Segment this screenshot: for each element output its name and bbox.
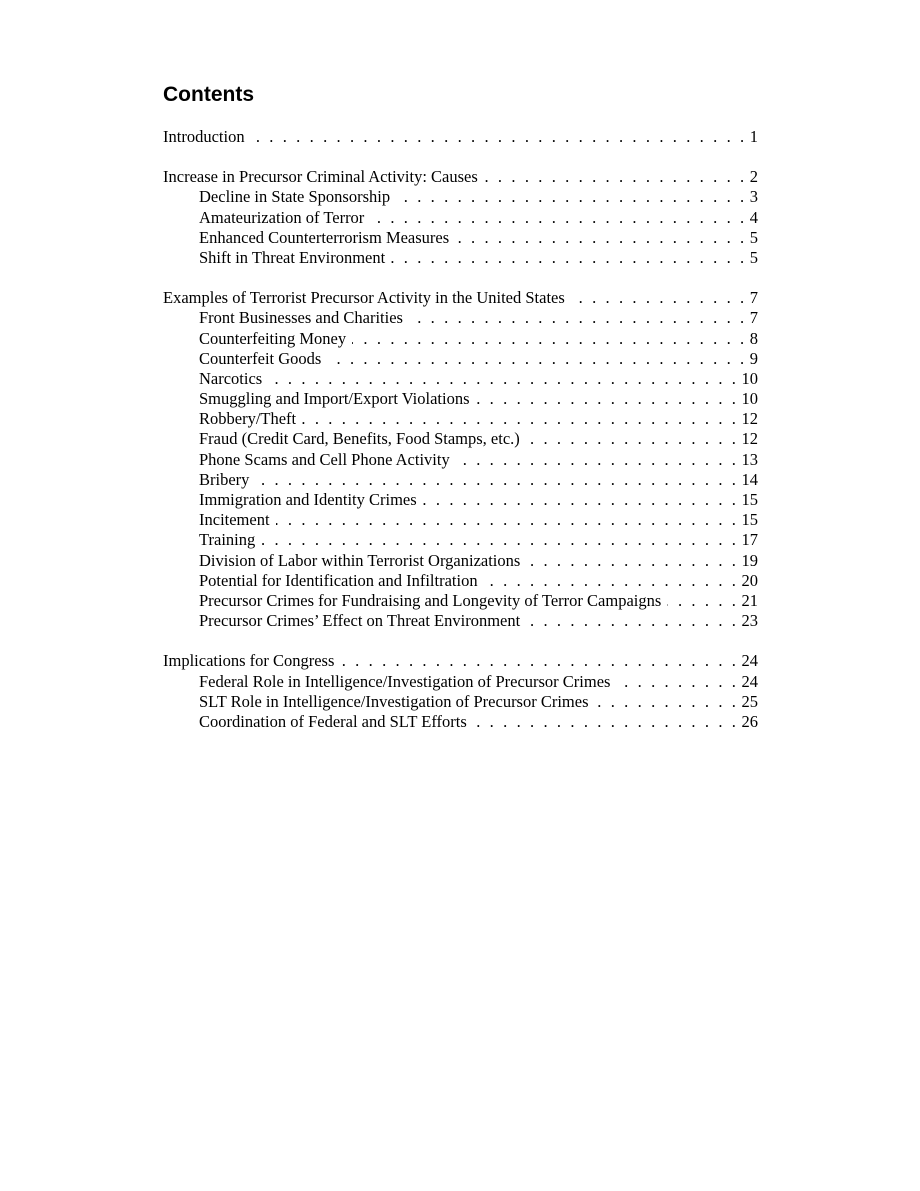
toc-subsection-entry[interactable]: [163, 712, 758, 732]
toc-subsection-entry[interactable]: [163, 187, 758, 207]
toc-entry-label: Introduction: [163, 127, 245, 146]
toc-entry-label: Implications for Congress: [163, 651, 335, 671]
toc-subsection-entry[interactable]: [163, 530, 758, 550]
toc-entry-label: Precursor Crimes for Fundraising and Longevity of Terror Campaigns: [199, 590, 662, 610]
toc-entry-label: Smuggling and Import/Export Violations: [199, 389, 470, 409]
toc-page-number: 20: [741, 570, 758, 590]
dot-leader: [261, 530, 738, 550]
toc-page-number: 7: [749, 308, 758, 328]
toc-subsection-entry[interactable]: [163, 490, 758, 510]
toc-subsection-entry[interactable]: [163, 349, 758, 369]
toc-page-number: 3: [749, 187, 758, 207]
toc-section-entry[interactable]: [163, 288, 758, 308]
toc-subsection-entry[interactable]: [163, 551, 758, 571]
toc-subsection-entry[interactable]: [163, 591, 758, 611]
toc-page-number: 4: [749, 207, 758, 227]
dot-leader: [255, 470, 738, 490]
toc-page-number: 13: [741, 449, 758, 469]
toc-page-number: 1: [749, 127, 758, 146]
toc-page-number: 19: [741, 550, 758, 570]
page-title: Contents: [163, 83, 254, 106]
toc-entry-label: Division of Labor within Terrorist Organizations: [199, 550, 521, 570]
toc-page-number: 24: [741, 671, 758, 691]
toc-page-number: 15: [741, 490, 758, 509]
toc-page-number: 12: [741, 429, 758, 449]
dot-leader: [667, 591, 738, 611]
toc-page-number: 15: [741, 510, 758, 530]
dot-leader: [340, 651, 738, 671]
toc-entry-label: Federal Role in Intelligence/Investigation of Precursor Crimes: [199, 671, 611, 691]
toc-page-number: 24: [741, 651, 758, 671]
toc-subsection-entry[interactable]: [163, 429, 758, 449]
dot-leader: [526, 551, 738, 571]
toc-page-number: 12: [741, 409, 758, 429]
toc-entry-label: SLT Role in Intelligence/Investigation of Precursor Crimes: [199, 691, 589, 711]
toc-page-number: 10: [741, 368, 758, 388]
dot-leader: [455, 228, 747, 248]
toc-entry-label: Fraud (Credit Card, Benefits, Food Stamps, etc.): [199, 429, 520, 449]
toc-entry-label: Amateurization of Terror: [199, 207, 365, 227]
dot-leader: [484, 571, 739, 591]
toc-page-number: 14: [741, 469, 758, 489]
toc-subsection-entry[interactable]: [163, 672, 758, 692]
toc-entry-label: Training: [199, 530, 256, 550]
toc-subsection-entry[interactable]: [163, 248, 758, 268]
dot-leader: [370, 208, 746, 228]
toc-subsection-entry[interactable]: [163, 329, 758, 349]
toc-subsection-entry[interactable]: [163, 611, 758, 631]
toc-entry-label: Robbery/Theft: [199, 409, 297, 429]
toc-page-number: 5: [749, 227, 758, 247]
toc-page-number: 25: [741, 691, 758, 711]
dot-leader: [595, 692, 739, 712]
toc-page-number: 2: [749, 167, 758, 187]
toc-entry-label: Coordination of Federal and SLT Efforts: [199, 711, 467, 731]
table-of-contents: [163, 127, 758, 752]
toc-entry-label: Bribery: [199, 469, 250, 489]
toc-subsection-entry[interactable]: [163, 308, 758, 328]
dot-leader: [391, 248, 747, 268]
toc-entry-label: Phone Scams and Cell Phone Activity: [199, 449, 450, 469]
toc-subsection-entry[interactable]: [163, 409, 758, 429]
toc-page-number: 5: [749, 247, 758, 267]
toc-entry-label: Immigration and Identity Crimes: [199, 490, 417, 509]
toc-entry-label: Front Businesses and Charities: [199, 308, 403, 328]
toc-entry-label: Precursor Crimes’ Effect on Threat Environment: [199, 611, 521, 631]
toc-subsection-entry[interactable]: [163, 389, 758, 409]
toc-entry-label: Shift in Threat Environment: [199, 247, 386, 267]
toc-section-entry[interactable]: [163, 651, 758, 671]
toc-page-number: 17: [741, 530, 758, 550]
toc-entry-label: Counterfeit Goods: [199, 348, 322, 368]
toc-subsection-entry[interactable]: [163, 692, 758, 712]
toc-entry-label: Potential for Identification and Infiltration: [199, 570, 478, 590]
toc-subsection-entry[interactable]: [163, 208, 758, 228]
dot-leader: [352, 329, 747, 349]
dot-leader: [409, 308, 747, 328]
toc-subsection-entry[interactable]: [163, 450, 758, 470]
dot-leader: [423, 490, 739, 510]
dot-leader: [616, 672, 738, 692]
toc-section: [163, 288, 758, 631]
toc-subsection-entry[interactable]: [163, 470, 758, 490]
dot-leader: [396, 187, 747, 207]
toc-entry-label: Decline in State Sponsorship: [199, 187, 391, 207]
toc-page-number: 26: [741, 711, 758, 731]
dot-leader: [268, 369, 738, 389]
toc-page-number: 21: [741, 590, 758, 610]
toc-entry-label: Enhanced Counterterrorism Measures: [199, 227, 450, 247]
dot-leader: [571, 288, 747, 308]
toc-page-number: 8: [749, 328, 758, 348]
toc-entry-label: Narcotics: [199, 368, 263, 388]
dot-leader: [526, 429, 739, 449]
toc-section-entry[interactable]: [163, 167, 758, 187]
toc-subsection-entry[interactable]: [163, 571, 758, 591]
toc-page-number: 7: [749, 288, 758, 308]
toc-section: [163, 127, 758, 147]
dot-leader: [302, 409, 738, 429]
toc-page-number: 9: [749, 348, 758, 368]
toc-subsection-entry[interactable]: [163, 369, 758, 389]
toc-section-entry[interactable]: [163, 127, 758, 147]
toc-page-number: 10: [741, 389, 758, 409]
dot-leader: [251, 127, 747, 147]
dot-leader: [456, 450, 739, 470]
toc-entry-label: Increase in Precursor Criminal Activity: Causes: [163, 167, 478, 187]
dot-leader: [327, 349, 746, 369]
toc-page-number: 23: [741, 611, 758, 631]
toc-entry-label: Incitement: [199, 510, 270, 530]
toc-section: [163, 651, 758, 732]
toc-subsection-entry[interactable]: [163, 228, 758, 248]
dot-leader: [526, 611, 738, 631]
toc-section: [163, 167, 758, 268]
dot-leader: [473, 712, 739, 732]
toc-entry-label: Examples of Terrorist Precursor Activity in the United States: [163, 288, 565, 308]
toc-entry-label: Counterfeiting Money: [199, 328, 347, 348]
toc-subsection-entry[interactable]: [163, 510, 758, 530]
dot-leader: [484, 167, 747, 187]
dot-leader: [276, 510, 739, 530]
dot-leader: [476, 389, 739, 409]
